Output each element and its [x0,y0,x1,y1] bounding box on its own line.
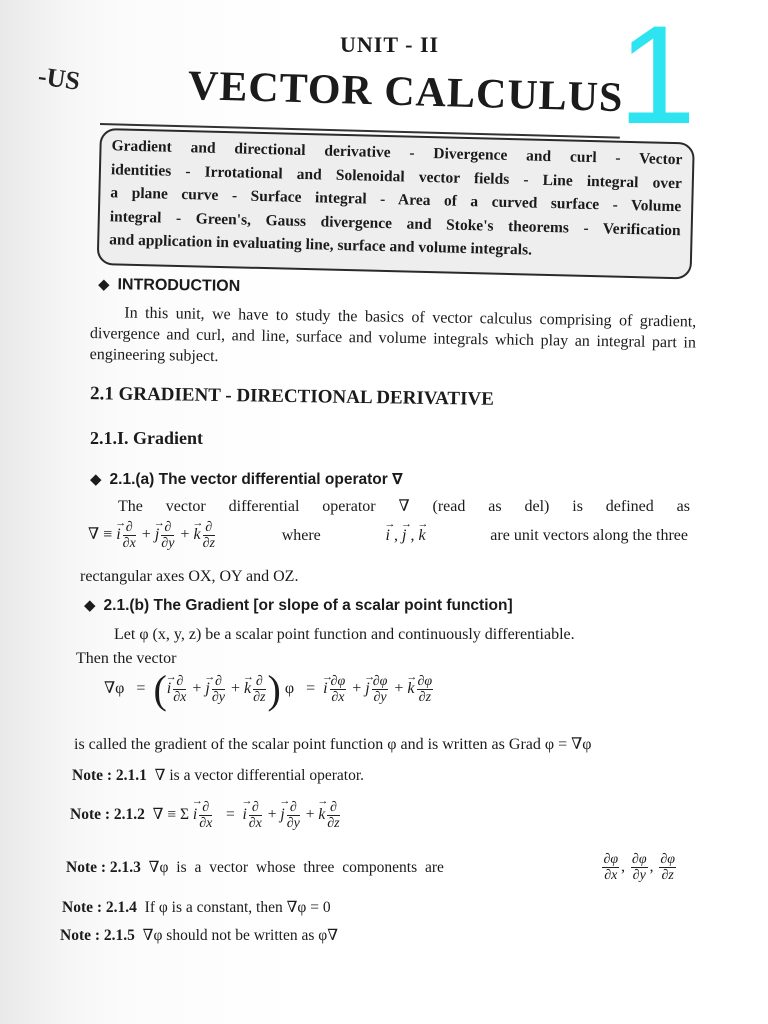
syllabus-line: integral - Green's, Gauss divergence and Stoke's theorems - Verification [109,207,681,239]
partial-components: $\frac{\partial\varphi}{\partial x}$ , $\frac{\partial\varphi}{\partial y}$ , $\frac{\partial\varphi}{\partial z}$ [603,852,675,883]
del-definition-line: The vector differential operator ∇ (read as del) is defined as [118,498,690,515]
note-label: Note : 2.1.1 [72,767,147,784]
del-formula-line [88,520,688,551]
del-formula: ∇ ≡ → i $\frac{\partial}{\partial x}$ + → j $\frac{\partial}{\partial y}$ + → k $\frac{\partial}{\partial z}$ [88,520,217,551]
note-label: Note : 2.1.5 [60,927,135,944]
gradient-called-line: is called the gradient of the scalar point function φ and is written as Grad φ = ∇φ [74,736,592,753]
note-2-1-3 [66,852,678,883]
note-label: Note : 2.1.3 [66,858,141,876]
side-margin-text: -US [36,61,82,96]
note-2-1-2: Note : 2.1.2 ∇ ≡ Σ → i $\frac{\partial}{\partial x}$ = → i $\frac{\partial}{\partial x}$ + → j $\frac{\partial}{\partial y}$ + → k $\frac{\partial}{\partial z}$ [70,800,342,831]
gradient-formula: ∇φ = (→ i $\frac{\partial}{\partial x}$ + → j $\frac{\partial}{\partial y}$ + → k $\frac{\partial}{\partial z}$ ) φ = → i $\frac{\partial\varphi}{\partial x}$ + → j $\frac{\partial\varphi}{\partial y}$ + → k $\frac{\partial\varphi}{\partial z}$ [104,674,435,705]
subsection-heading: 2.1.I. Gradient [90,428,204,448]
syllabus-line: Gradient and directional derivative - Divergence and curl - Vector [111,137,683,169]
chapter-number: 1 [618,0,696,153]
subsection-b-heading: ◆ 2.1.(b) The Gradient [or slope of a scalar point function] [84,597,513,614]
note-2-1-1 [72,766,364,785]
section-heading: 2.1 GRADIENT - DIRECTIONAL DERIVATIVE [89,383,494,410]
note-text: ∇ is a vector differential operator. [154,767,365,784]
unit-vectors-text: are unit vectors along the three [490,527,688,544]
axes-line: rectangular axes OX, OY and OZ. [80,568,299,585]
unit-label: UNIT - II [340,32,440,57]
syllabus-line: and application in evaluating line, surface and volume integrals. [109,231,533,259]
syllabus-line: a plane curve - Surface integral - Area of a curved surface - Volume [110,184,682,216]
syllabus-box [97,128,695,279]
chapter-title: VECTOR CALCULUS [187,63,624,122]
unit-vectors: → i , → j , → k [386,525,426,546]
subsection-a-heading: ◆ 2.1.(a) The vector differential operator ∇ [90,471,403,488]
gradient-def-line: Let φ (x, y, z) be a scalar point function and continuously differentiable. [114,626,575,643]
note-label: Note : 2.1.2 [70,806,145,824]
note-text: ∇φ is a vector whose three components are [148,859,444,876]
diamond-bullet-icon: ◆ [90,471,102,488]
note-text: If φ is a constant, then ∇φ = 0 [144,899,331,916]
note-text: ∇φ should not be written as φ∇ [142,927,339,944]
introduction-text: In this unit, we have to study the basics of vector calculus comprising of gradient, divergence and curl, and line, surface and volume integrals which play an integral part in engineering subject. [89,304,697,366]
syllabus-line: identities - Irrotational and Solenoidal vector fields - Line integral over [110,160,683,192]
where-text: where [281,527,321,544]
diamond-bullet-icon: ◆ [84,597,96,614]
introduction-heading: ◆ INTRODUCTION [97,276,241,295]
gradient-def-line2: Then the vector [76,650,177,667]
diamond-bullet-icon: ◆ [97,276,110,294]
note-2-1-4 [62,898,331,917]
note-2-1-5 [60,926,338,945]
note-label: Note : 2.1.4 [62,899,137,916]
